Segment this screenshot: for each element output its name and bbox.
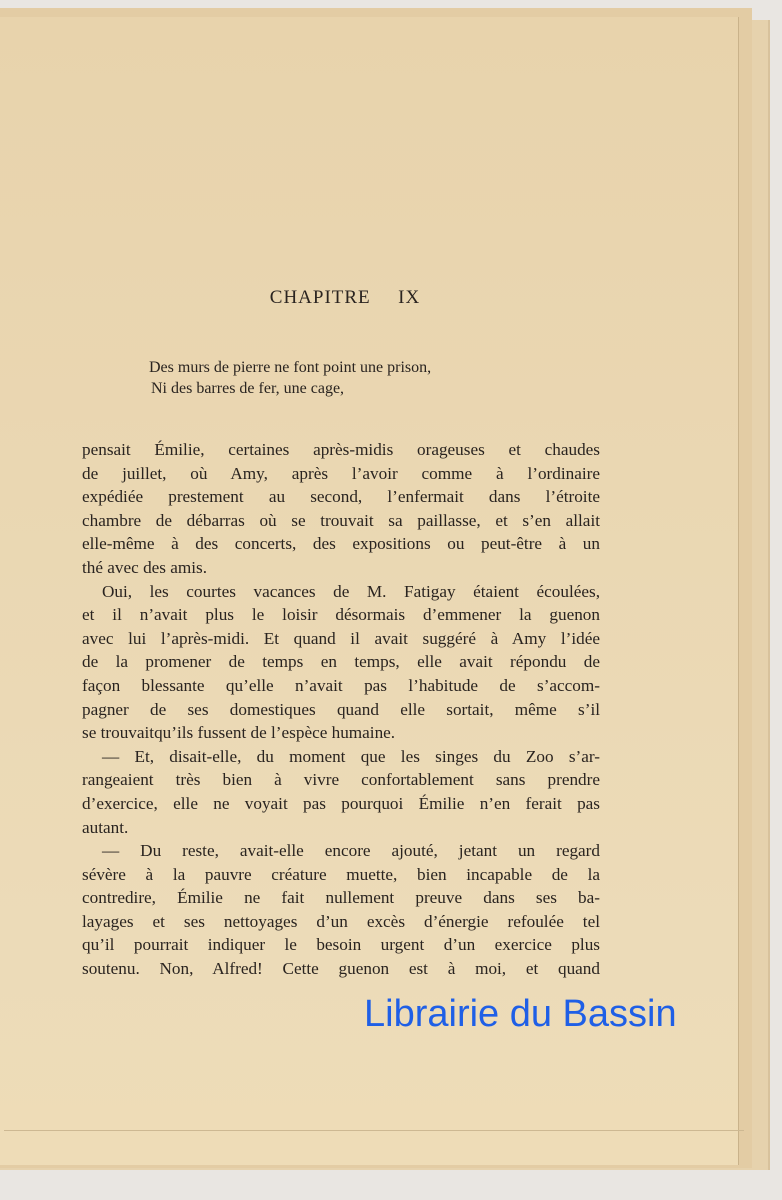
- body-line: pagner de ses domestiques quand elle sortait, même s’il: [82, 699, 600, 719]
- body-line: et il n’avait plus le loisir désormais d’emmener la guenon: [82, 605, 600, 625]
- chapter-title: CHAPITRE IX: [269, 287, 421, 308]
- body-line: qu’il pourrait indiquer le besoin urgent d’un exercice plus: [82, 935, 600, 955]
- body-line: d’exercice, elle ne voyait pas pourquoi Émilie n’en ferait pas: [82, 793, 600, 813]
- epigraph-line: Ni des barres de fer, une cage,: [151, 380, 345, 397]
- body-line: layages et ses nettoyages d’un excès d’énergie refoulée tel: [82, 911, 600, 931]
- body-line: avec lui l’après-midi. Et quand il avait suggéré à Amy l’idée: [82, 628, 600, 648]
- body-line: façon blessante qu’elle n’avait pas l’habitude de s’accom-: [82, 675, 600, 695]
- body-line: contredire, Émilie ne fait nullement preuve dans ses ba-: [82, 888, 600, 908]
- body-text: [82, 438, 600, 981]
- body-line: pensait Émilie, certaines après-midis orageuses et chaudes: [82, 440, 600, 459]
- epigraph: [149, 357, 431, 399]
- epigraph-line: Des murs de pierre ne font point une prison,: [149, 359, 432, 376]
- body-line: se trouvaitqu’ils fussent de l’espèce humaine.: [82, 723, 396, 743]
- body-line: expédiée prestement au second, l’enfermait dans l’étroite: [82, 487, 600, 507]
- body-line: chambre de débarras où se trouvait sa paillasse, et s’en allait: [82, 510, 600, 530]
- body-line: elle-même à des concerts, des expositions ou peut-être à un: [82, 534, 600, 554]
- body-line: de juillet, où Amy, après l’avoir comme à l’ordinaire: [82, 463, 600, 483]
- body-line: thé avec des amis.: [82, 557, 208, 577]
- body-line: Oui, les courtes vacances de M. Fatigay étaient écoulées,: [102, 581, 600, 601]
- body-line: sévère à la pauvre créature muette, bien incapable de la: [82, 864, 600, 884]
- body-line: de la promener de temps en temps, elle avait répondu de: [82, 652, 600, 672]
- page-fold-line: [4, 1130, 744, 1131]
- body-line: rangeaient très bien à vivre confortablement sans prendre: [82, 770, 600, 790]
- body-line: — Et, disait-elle, du moment que les singes du Zoo s’ar-: [102, 746, 600, 766]
- body-line: — Du reste, avait-elle encore ajouté, jetant un regard: [102, 841, 600, 861]
- watermark-text: Librairie du Bassin: [364, 993, 677, 1035]
- body-line: soutenu. Non, Alfred! Cette guenon est à moi, et quand: [82, 959, 600, 979]
- body-line: autant.: [82, 817, 129, 837]
